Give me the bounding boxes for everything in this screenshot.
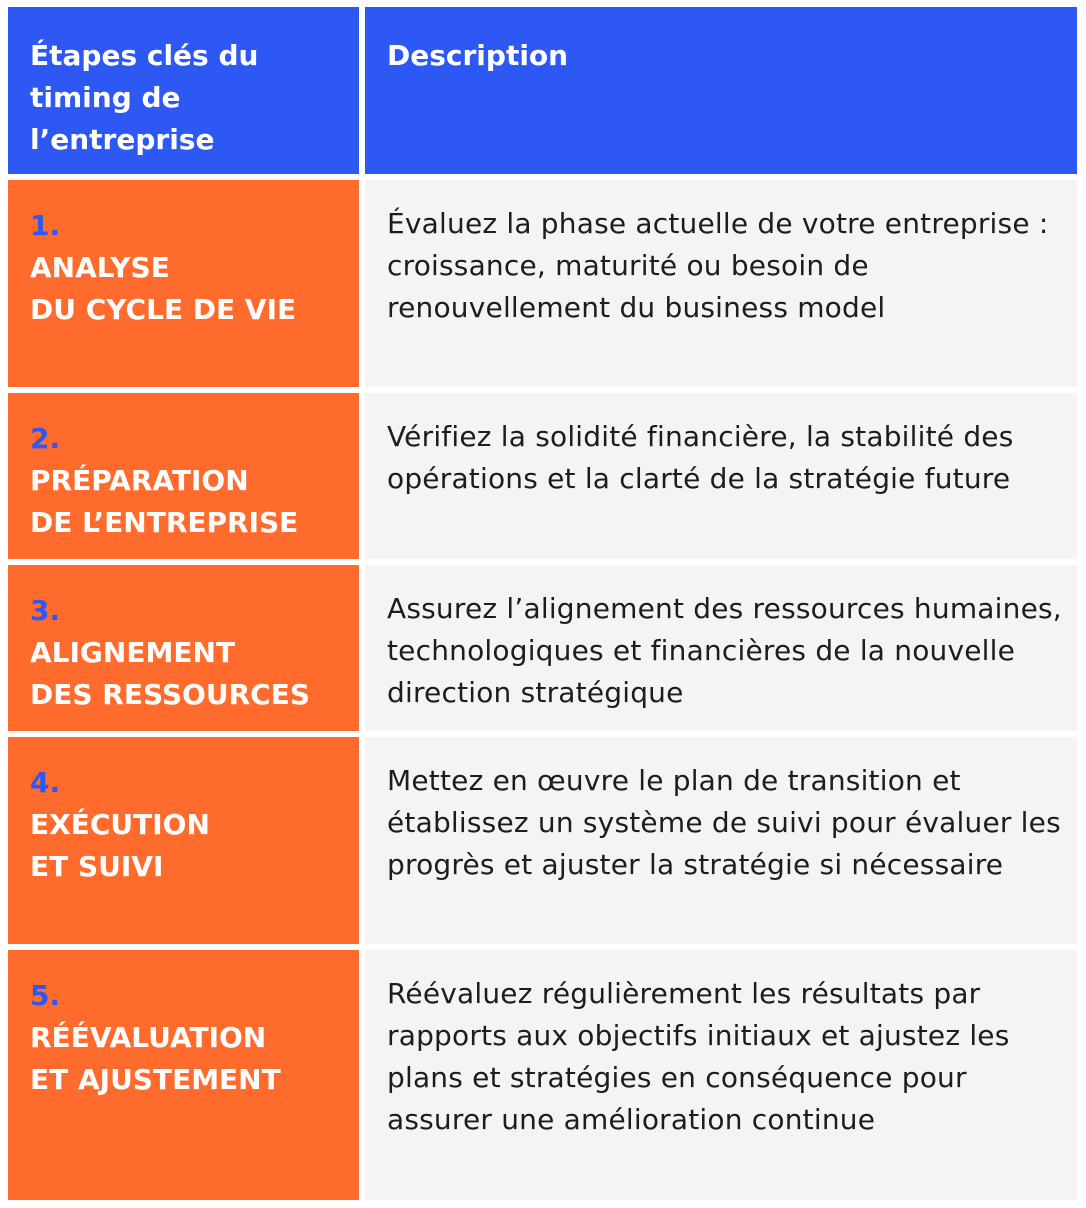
step-description: Vérifiez la solidité financière, la stabilité des opérations et la clarté de la stratégie future [387,420,1014,495]
header-steps-label: Étapes clés du timing de l’entreprise [30,39,259,156]
step-cell-1 [8,180,359,387]
step-title: RÉÉVALUATION ET AJUSTEMENT [30,1021,281,1096]
header-description-label: Description [387,39,569,72]
step-number: 1. [30,209,61,242]
step-title: PRÉPARATION DE L’ENTREPRISE [30,464,299,539]
description-cell-4 [365,737,1077,944]
step-cell-3 [8,565,359,731]
step-cell-5 [8,950,359,1200]
description-cell-3 [365,565,1077,731]
step-description: Réévaluez régulièrement les résultats par rapports aux objectifs initiaux et ajustez les plans et stratégies en conséquence pour assurer une amélioration continue [387,977,1010,1136]
step-title: EXÉCUTION ET SUIVI [30,808,210,883]
header-description [365,7,1077,174]
description-cell-5 [365,950,1077,1200]
step-number: 5. [30,979,61,1012]
step-cell-4 [8,737,359,944]
step-number: 4. [30,766,61,799]
step-title: ANALYSE DU CYCLE DE VIE [30,251,297,326]
step-description: Assurez l’alignement des ressources humaines, technologiques et financières de la nouvelle direction stratégique [387,592,1062,709]
step-number: 2. [30,422,61,455]
step-number: 3. [30,594,61,627]
step-title: ALIGNEMENT DES RESSOURCES [30,636,310,711]
step-cell-2 [8,393,359,559]
description-cell-2 [365,393,1077,559]
step-description: Évaluez la phase actuelle de votre entreprise : croissance, maturité ou besoin de renouvellement du business model [387,207,1049,324]
header-steps [8,7,359,174]
description-cell-1 [365,180,1077,387]
step-description: Mettez en œuvre le plan de transition et établissez un système de suivi pour évaluer les progrès et ajuster la stratégie si nécessaire [387,764,1061,881]
